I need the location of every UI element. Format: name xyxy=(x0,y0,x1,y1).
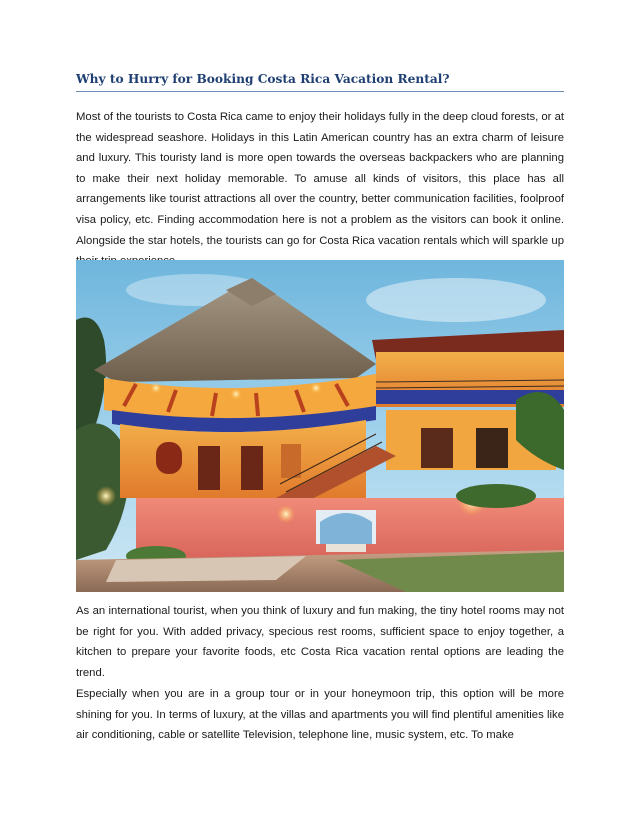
paragraph-intro: Most of the tourists to Costa Rica came to enjoy their holidays fully in the deep cloud forests, or at the widespread seashore. Holidays in this Latin American country has an extra charm of leisure and luxury. This touristy land is more open towards the overseas backpackers who are planning to make their next holiday memorable. To amuse all kinds of visitors, this place has all arrangements like tourist attractions all over the country, better communication facilities, foolproof visa policy, etc. Finding accommodation here is not a problem as the visitors can book it online. Alongside the star hotels, the tourists can go for Costa Rica vacation rentals which will sparkle up xyxy=(76,111,564,247)
paragraph-amenities: Especially when you are in a group tour or in your honeymoon trip, this option will be more shining for you. In terms of luxury, at the villas and apartments you will find plentiful amenities like air conditioning, cable or satellite Television, telephone line, music system, etc. To make xyxy=(76,688,564,742)
paragraph-luxury: As an international tourist, when you think of luxury and fun making, the tiny hotel rooms may not be right for you. With added privacy, specious rest rooms, sufficient space to enjoy together, a kitchen to prepare your favorite foods, etc Costa Rica vacation rental options are leading the trend. xyxy=(76,605,564,679)
villa-photo xyxy=(76,260,564,592)
article-heading: Why to Hurry for Booking Costa Rica Vacation Rental? xyxy=(76,72,564,92)
